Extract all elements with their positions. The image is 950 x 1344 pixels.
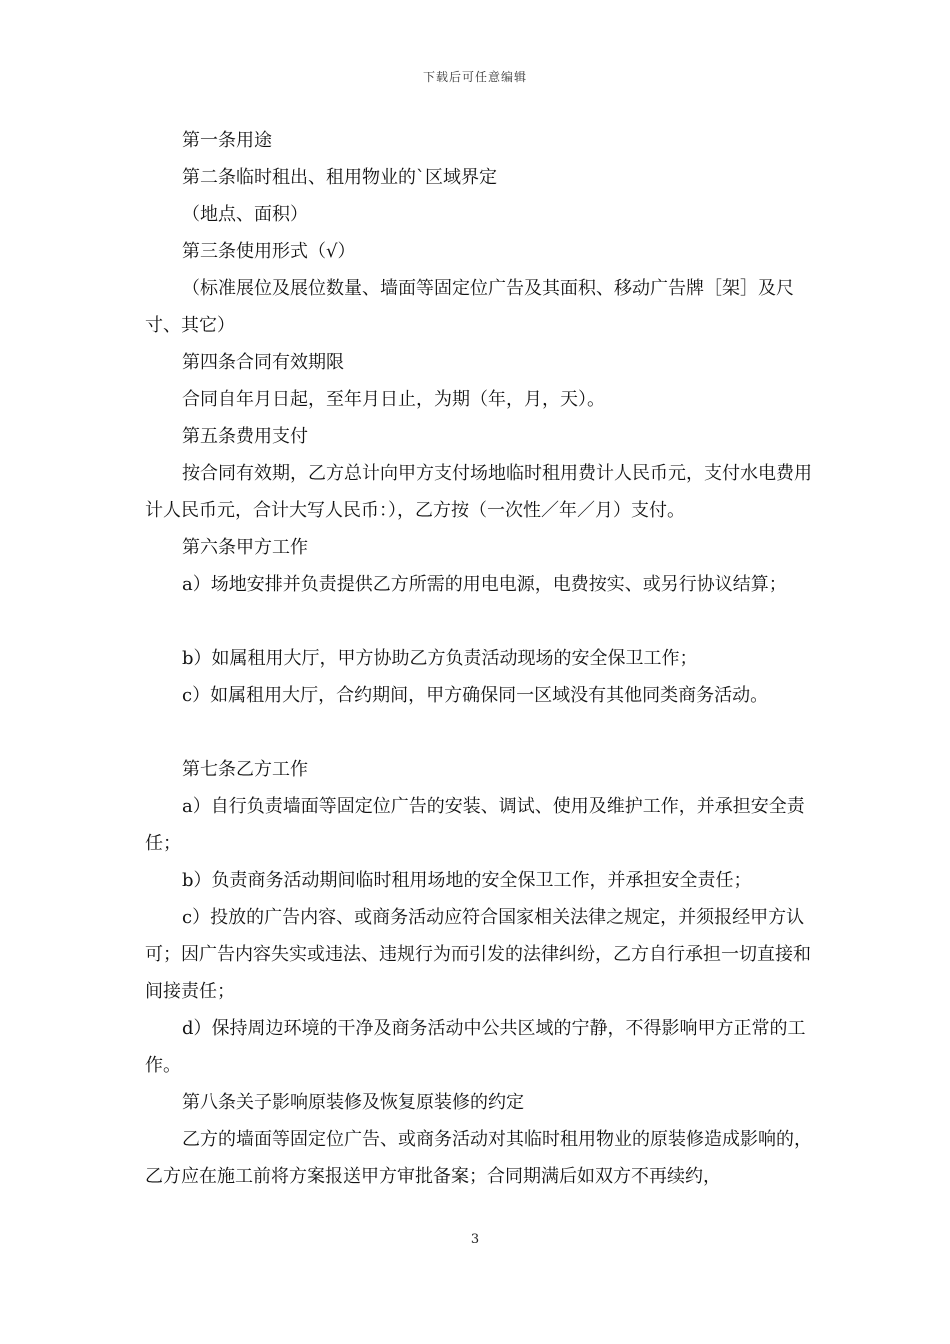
article-6-item-b: b）如属租用大厅，甲方协助乙方负责活动现场的安全保卫工作； — [182, 648, 698, 669]
article-4-heading: 第四条合同有效期限 — [182, 352, 344, 373]
article-5-heading: 第五条费用支付 — [182, 426, 308, 447]
article-4-body: 合同自年月日起，至年月日止，为期（年，月，天）。 — [182, 389, 605, 410]
article-8-heading: 第八条关子影响原装修及恢复原装修的约定 — [182, 1092, 524, 1113]
article-7-heading: 第七条乙方工作 — [182, 759, 308, 780]
article-7-item-b: b）负责商务活动期间临时租用场地的安全保卫工作，并承担安全责任； — [182, 870, 752, 891]
article-2-heading: 第二条临时租出、租用物业的`区域界定 — [182, 167, 497, 188]
page-header: 下载后可任意编辑 — [422, 70, 527, 84]
article-5-body: 按合同有效期，乙方总计向甲方支付场地临时租用费计人民币元，支付水电费用计人民币元，合计大写人民币：），乙方按（一次性／年／月）支付。 — [145, 463, 812, 521]
article-6-item-a: a）场地安排并负责提供乙方所需的用电电源，电费按实、或另行协议结算； — [182, 574, 787, 595]
article-3-heading: 第三条使用形式（√） — [182, 241, 356, 262]
article-7-item-d: d）保持周边环境的干净及商务活动中公共区域的宁静，不得影响甲方正常的工作。 — [145, 1018, 806, 1076]
article-3-note: （标准展位及展位数量、墙面等固定位广告及其面积、移动广告牌［架］及尺寸、其它） — [145, 278, 794, 336]
document-body — [145, 122, 815, 1195]
article-6-item-c: c）如属租用大厅，合约期间，甲方确保同一区域没有其他同类商务活动。 — [182, 685, 769, 706]
article-7-item-c: c）投放的广告内容、或商务活动应符合国家相关法律之规定，并须报经甲方认可；因广告内容失实或违法、违规行为而引发的法律纠纷，乙方自行承担一切直接和间接责任； — [145, 907, 811, 1002]
article-6-heading: 第六条甲方工作 — [182, 537, 308, 558]
article-7-item-a: a）自行负责墙面等固定位广告的安装、调试、使用及维护工作，并承担安全责任； — [145, 796, 805, 854]
article-2-note: （地点、面积） — [182, 204, 308, 225]
page-number: 3 — [470, 1232, 480, 1247]
article-8-body: 乙方的墙面等固定位广告、或商务活动对其临时租用物业的原装修造成影响的，乙方应在施工前将方案报送甲方审批备案；合同期满后如双方不再续约， — [145, 1129, 812, 1187]
article-1-heading: 第一条用途 — [182, 130, 272, 151]
